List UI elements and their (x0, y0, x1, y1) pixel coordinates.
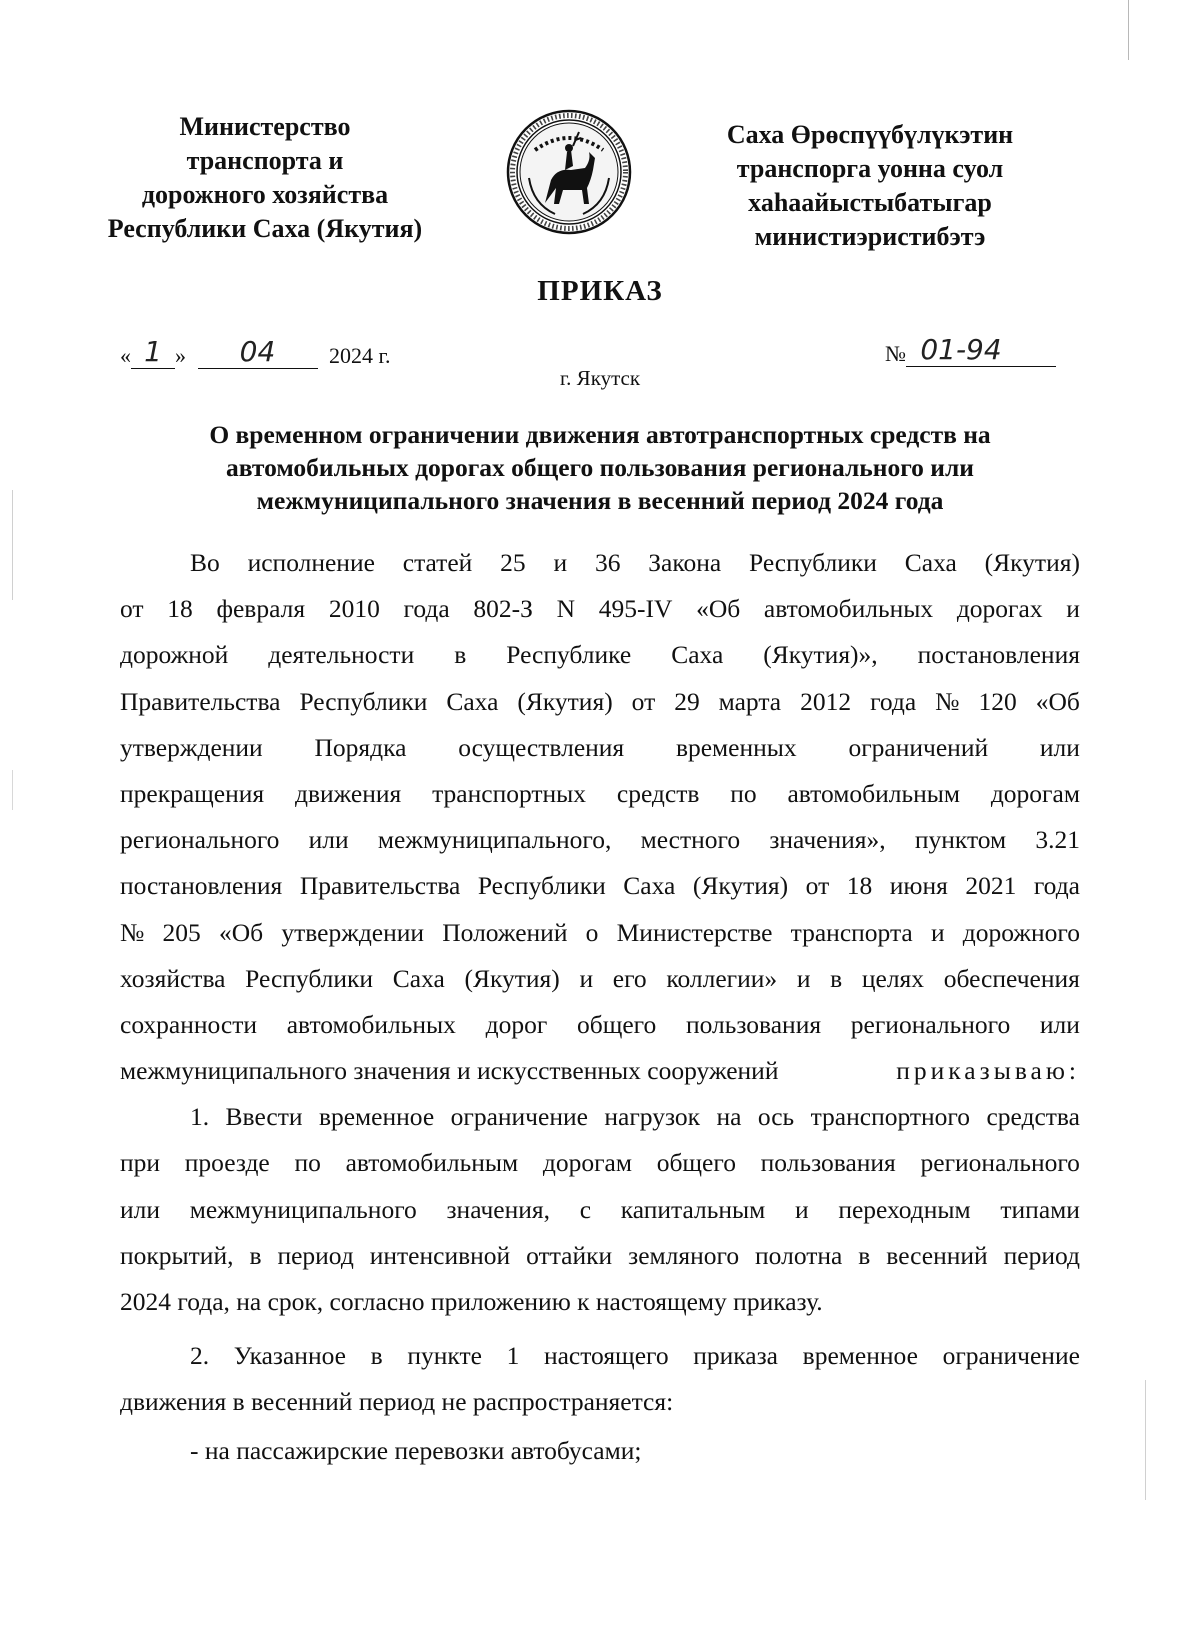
document-type-title: ПРИКАЗ (537, 275, 663, 307)
header-right-line: министиэристибэтэ (754, 222, 986, 251)
subject-line: межмуниципального значения в весенний период 2024 года (256, 486, 944, 515)
text-line: сохранности автомобильных дорог общего пользования регионального или (120, 1009, 1080, 1039)
header-right-line: Саха Өрөспүүбүлүкэтин (726, 120, 1014, 149)
text-line: № 205 «Об утверждении Положений о Министерстве транспорта и дорожного (120, 917, 1080, 947)
date-month-handwritten: 04 (239, 335, 276, 368)
order-number (885, 333, 1056, 369)
text-line: регионального или межмуниципального, местного значения», пунктом 3.21 (120, 825, 1080, 855)
text-line: Правительства Республики Саха (Якутия) от 29 марта 2012 года № 120 «Об (120, 686, 1080, 716)
header-left-line: транспорта и (186, 146, 344, 175)
subject-line: автомобильных дорогах общего пользования регионального или (226, 453, 974, 482)
coat-of-arms-emblem (505, 108, 633, 236)
text-line: прекращения движения транспортных средств по автомобильным дорогам (120, 778, 1080, 808)
number-value-handwritten: 01-94 (920, 333, 1002, 366)
scan-edge-line (1128, 0, 1129, 60)
text-line: движения в весенний период не распространяется: (120, 1387, 674, 1417)
date-year: 2024 г. (329, 343, 391, 368)
scan-edge-line (12, 770, 13, 810)
text-line: при проезде по автомобильным дорогам общего пользования регионального (120, 1148, 1080, 1178)
text-line: от 18 февраля 2010 года 802-З N 495-IV «Об автомобильных дорогах и (120, 594, 1080, 624)
order-body (120, 540, 1080, 1474)
order-subject (120, 418, 1080, 517)
date-open-quote: « (120, 343, 131, 368)
text-line-start: межмуниципального значения и искусственных сооружений (120, 1056, 779, 1086)
scan-edge-line (1145, 1380, 1146, 1500)
text-line: Во исполнение статей 25 и 36 Закона Республики Саха (Якутия) (190, 548, 1080, 577)
text-line: постановления Правительства Республики Саха (Якутия) от 18 июня 2021 года (120, 871, 1080, 901)
header-left-line: Министерство (179, 112, 351, 141)
text-line (120, 1048, 1080, 1094)
order-date (120, 335, 391, 369)
text-line: хозяйства Республики Саха (Якутия) и его коллегии» и в целях обеспечения (120, 963, 1080, 993)
text-line: 1. Ввести временное ограничение нагрузок на ось транспортного средства (190, 1102, 1080, 1132)
ministry-name-yakut (690, 118, 1050, 254)
header-right-line: транспорга уонна суол (736, 154, 1004, 183)
text-line: покрытий, в период интенсивной оттайки земляного полотна в весенний период (120, 1240, 1080, 1270)
text-line: или межмуниципального значения, с капитальным и переходным типами (120, 1194, 1080, 1224)
date-day-handwritten: 1 (144, 335, 162, 368)
text-line: 2024 года, на срок, согласно приложению к настоящему приказу. (120, 1287, 823, 1316)
header-left-line: дорожного хозяйства (141, 180, 389, 209)
header-left-line: Республики Саха (Якутия) (107, 214, 423, 243)
preamble-paragraph (120, 540, 1080, 1094)
header-right-line: хаһаайыстыбатыгар (748, 188, 992, 217)
subject-line: О временном ограничении движения автотранспортных средств на (209, 420, 991, 449)
item-2-paragraph (120, 1333, 1080, 1425)
ministry-name-russian (90, 110, 440, 246)
number-sign: № (885, 341, 906, 366)
scan-edge-line (12, 490, 13, 600)
date-close-quote: » (175, 343, 186, 368)
item-1-paragraph (120, 1094, 1080, 1325)
text-line: дорожной деятельности в Республике Саха (Якутия)», постановления (120, 640, 1080, 670)
exception-list-item: - на пассажирские перевозки автобусами; (190, 1435, 642, 1465)
text-line: утверждении Порядка осуществления временных ограничений или (120, 732, 1080, 762)
issue-city: г. Якутск (559, 366, 641, 390)
text-line: 2. Указанное в пункте 1 настоящего приказа временное ограничение (190, 1341, 1080, 1371)
order-verb: приказываю: (896, 1056, 1080, 1086)
